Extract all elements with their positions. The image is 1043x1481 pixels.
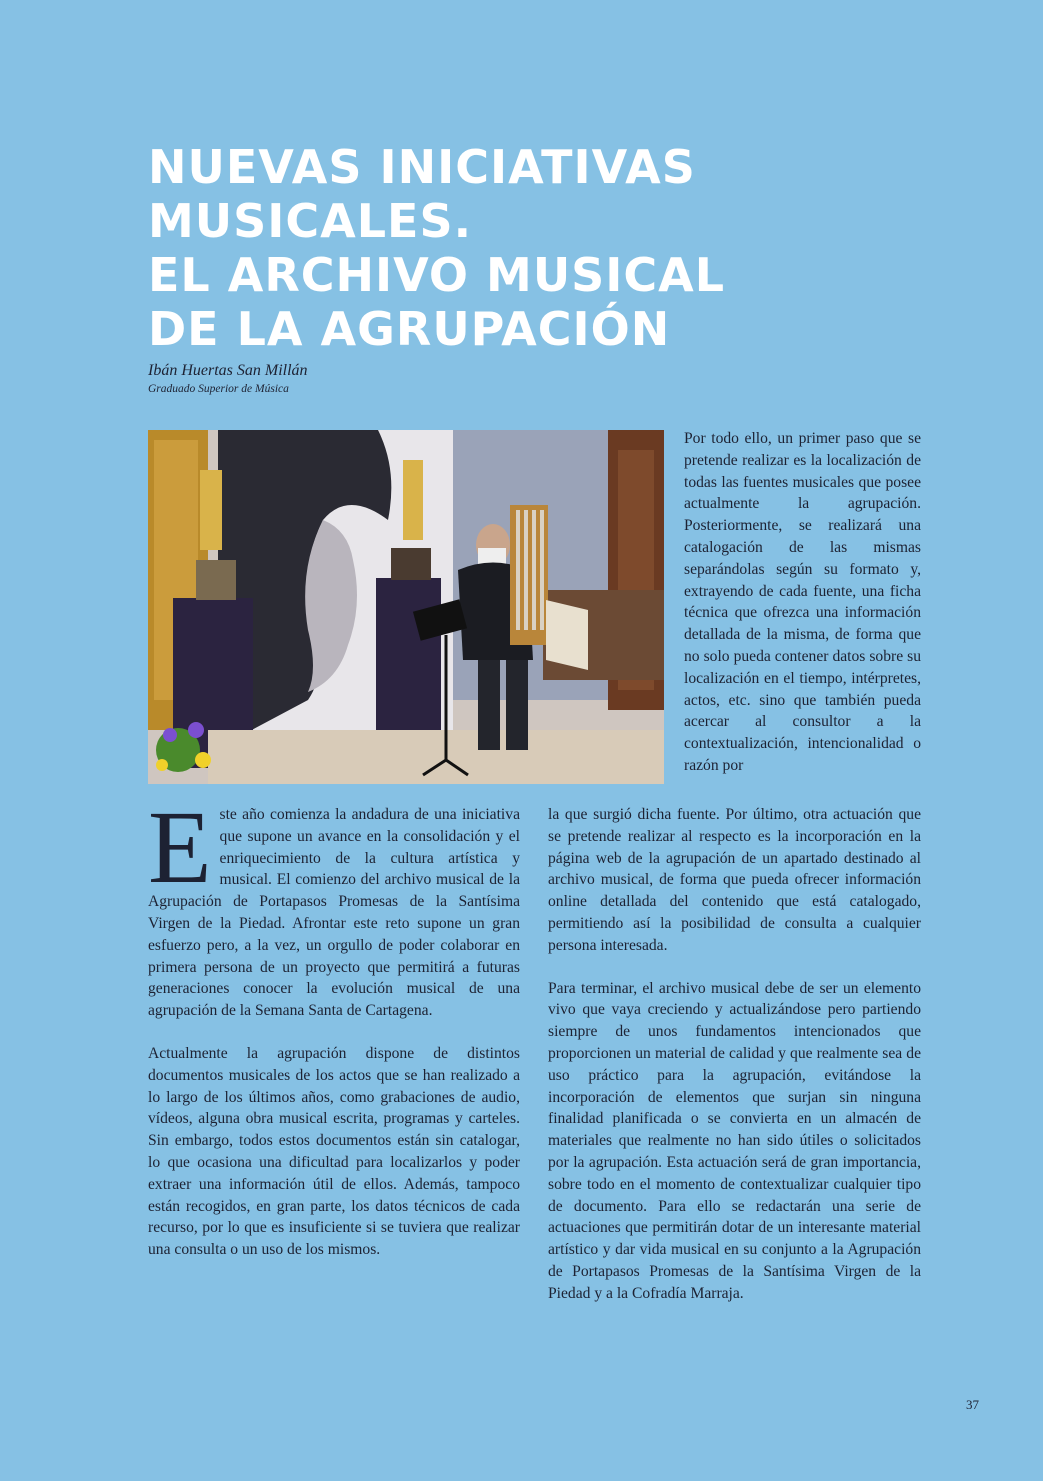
photo-lantern-right: [403, 460, 423, 540]
paragraph-conclusion: Para terminar, el archivo musical debe de ser un elemento vivo que vaya creciendo y actualizándose pero partiendo siempre de unos fundamentos intencionados que proporcionen un material de calidad y que realmente sea de uso práctico para la agrupación, evitándose la incorporación de elementos que surjan sin ninguna finalidad planificada o se convierta en un almacén de materiales que realmente no han sido útiles o solicitados por la agrupación. Esta actuación será de gran importancia, sobre todo en el momento de contextualizar cualquier tipo de documento. Para ello se redactarán una serie de actuaciones que permitirán dotar de un interesante material artístico y dar vida musical en su conjunto a la Agrupación de Portapasos Promesas de la Santísima Virgen de la Piedad y a la Cofradía Marraja.: [548, 979, 921, 1302]
column-right-top: [684, 428, 921, 777]
column-right-bottom: [548, 804, 921, 1305]
page-number: 37: [966, 1397, 979, 1412]
paragraph-intro-text: ste año comienza la andadura de una iniciativa que supone un avance en la consolidación y el enriquecimiento de la cultura artística y musical. El comienzo del archivo musical de la Agrupación de Portapasos Promesas de la Santísima Virgen de la Piedad. Afrontar este reto supone un gran esfuerzo pero, a la vez, un orgullo de poder colaborar en primera persona de un proyecto que permitirá a futuras generaciones conocer la evolución musical de una agrupación de la Semana Santa de Cartagena.: [148, 806, 520, 1020]
author-name: Ibán Huertas San Millán: [148, 362, 308, 379]
dropcap: E: [148, 790, 212, 905]
paragraph-first-step: Por todo ello, un primer paso que se pretende realizar es la localización de todas las fuentes musicales que posee actualmente la agrupación. Posteriormente, se realizará una catalogación de las mismas separándolas según su formato y, extrayendo de cada fuente, una ficha técnica que ofrezca una información detallada de la misma, de forma que no solo pueda contener datos sobre su localización en el tiempo, intérpretes, actos, etc. sino que también pueda acercar al consultor a la contextualización, intencionalidad o razón por: [684, 430, 921, 774]
organist-photo: [148, 430, 664, 784]
article-title: [148, 140, 868, 356]
photo-floor: [208, 730, 664, 784]
title-line-3: EL ARCHIVO MUSICAL: [148, 248, 726, 302]
title-line-1: NUEVAS INICIATIVAS: [148, 140, 696, 194]
title-line-4: DE LA AGRUPACIÓN: [148, 302, 671, 356]
photo-lantern-left: [200, 470, 222, 550]
column-left: [148, 790, 520, 1261]
paragraph-intro: [148, 790, 520, 1022]
title-line-2: MUSICALES.: [148, 194, 473, 248]
author-role: Graduado Superior de Música: [148, 383, 289, 395]
paragraph-first-step-continued: la que surgió dicha fuente. Por último, otra actuación que se pretende realizar al respecto es la incorporación en la página web de la agrupación de un apartado destinado al archivo musical, de forma que pueda ofrecer información online detallada del contenido que está catalogado, permitiendo así la posibilidad de consulta a cualquier persona interesada.: [548, 806, 921, 954]
photo-pedestal-right: [376, 578, 441, 748]
paragraph-current-status: Actualmente la agrupación dispone de distintos documentos musicales de los actos que se han realizado a lo largo de los últimos años, como grabaciones de audio, vídeos, alguna obra musical escrita, programas y carteles. Sin embargo, todos estos documentos están sin catalogar, lo que ocasiona una dificultad para localizarlos y poder extraer una información útil de ellos. Además, tampoco están recogidos, en gran parte, los datos técnicos de cada recurso, por lo que es insuficiente si se tuviera que realizar una consulta o un uso de los mismos.: [148, 1044, 520, 1259]
article-photo: [148, 430, 664, 784]
